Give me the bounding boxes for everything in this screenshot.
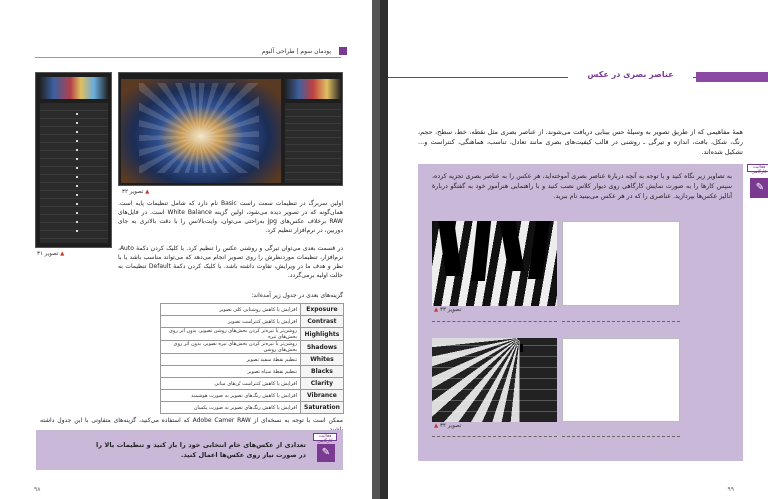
right-page-number: ۹۹ — [727, 486, 734, 493]
table-row — [161, 304, 344, 316]
table-row — [161, 378, 344, 390]
left-activity-box — [36, 430, 343, 470]
table-row — [161, 390, 344, 402]
table-row — [161, 328, 344, 341]
table-desc: روشن‌تر یا تیره‌تر کردن بخش‌های روشن تصویر، بدون اثر روی بخش‌های تیره — [161, 328, 301, 341]
table-key: Highlights — [301, 328, 344, 341]
figure-33-photo — [432, 221, 557, 306]
book-spine-shadow — [372, 0, 380, 499]
table-desc: تنظیم نقطۀ سفید تصویر — [161, 354, 301, 366]
right-activity-text: به تصاویر زیر نگاه کنید و با توجه به آنچه دربارهٔ عناصر بصری آموخته‌اید، هر عکس را به عناصر بصری تجزیه کرده، سپس کارها را به صورت نمایش کارگاهی روی دیوار کلاس نصب کنید و با راهنمایی هنرآموز خود به گفتگو دربارهٔ آنالیز عکس‌ها بپردازید. عناصری را که در هر عکس می‌بینید نام ببرید. — [432, 173, 732, 200]
table-row — [161, 402, 344, 414]
table-desc: افزایش یا کاهش رنگ‌های تصویر به صورت هوشمند — [161, 390, 301, 402]
figure-32-caption: ▲ تصویر ۳۲ — [122, 189, 150, 195]
answer-line-3 — [432, 436, 557, 437]
paragraph-1: اولین سربرگ در تنظیمات سمت راست Basic نام دارد که شامل تنظیمات پایه است. همان‌گونه که در تصویر دیده می‌شود، اولین گزینه White Balance است. در فایل‌های RAW برخلاف عکس‌های jpg به‌راحتی می‌توان، وایت‌بالانس را با دقت بالاتری به جای دوربین، در نرم‌افزار تنظیم کرد. — [118, 200, 343, 234]
right-activity-box — [418, 164, 767, 461]
left-activity-label: فعالیت کارگاهی — [313, 433, 337, 441]
answer-line-4 — [562, 436, 680, 437]
answer-frame-1 — [562, 221, 680, 306]
left-page-number: ۹۸ — [34, 486, 41, 493]
table-key: Whites — [301, 354, 344, 366]
table-desc: روشن‌تر یا تیره‌تر کردن بخش‌های تیره تصویر، بدون اثر روی بخش‌های روشن — [161, 341, 301, 354]
table-desc: تنظیم نقطۀ سیاه تصویر — [161, 366, 301, 378]
figure-34-photo — [432, 338, 557, 422]
section-title: عناصر بصری در عکس — [568, 70, 693, 79]
table-row — [161, 316, 344, 328]
table-key: Saturation — [301, 402, 344, 414]
table-row — [161, 354, 344, 366]
adjustments-table — [160, 303, 344, 414]
header-marker — [339, 47, 347, 55]
table-key: Blacks — [301, 366, 344, 378]
intro-paragraph: همهٔ مفاهیمی که از طریق تصویر به وسیلهٔ حس بینایی دریافت می‌شوند، از عناصر بصری مثل نقطه، خط، سطح، حجم، رنگ، شکل، بافت، اندازه و تیرگی ـ روشنی در قالب کیفیت‌های بصری مانند تعادل، تناسب، هماهنگی، کنتراست و... تشکیل شده‌اند. — [418, 128, 743, 156]
right-activity-label: فعالیت کارگاهی — [747, 164, 768, 172]
table-row — [161, 366, 344, 378]
left-page — [0, 0, 372, 499]
workshop-icon: ✎ — [317, 444, 335, 462]
table-key: Vibrance — [301, 390, 344, 402]
figure-34-caption: تصویر ۳۴ ▲ — [434, 423, 462, 429]
table-key: Clarity — [301, 378, 344, 390]
figure-32-screenshot — [118, 72, 343, 186]
table-key: Exposure — [301, 304, 344, 316]
paragraph-4: ممکن است با توجه به نسخه‌ای از Adobe Camer RAW که استفاده می‌کنید، گزینه‌های متفاوتی با این جدول داشته — [40, 417, 344, 424]
table-desc: افزایش یا کاهش کنتراست تصویر — [161, 316, 301, 328]
header-text: پودمان سوم | طراحی آلبوم — [262, 48, 331, 55]
table-desc: افزایش یا کاهش روشنایی کلی تصویر — [161, 304, 301, 316]
left-activity-text: تعدادی از عکس‌های خام انتخابی خود را باز کنید و تنظیمات بالا را در صورت نیاز روی عکس‌ها اعمال کنید. — [96, 441, 306, 459]
table-key: Contrast — [301, 316, 344, 328]
answer-frame-2 — [562, 338, 680, 422]
workshop-icon-right: ✎ — [750, 178, 768, 198]
table-row — [161, 341, 344, 354]
answer-line-2 — [562, 321, 680, 322]
figure-31-screenshot — [35, 72, 112, 248]
table-desc: افزایش یا کاهش رنگ‌های تصویر به صورت یکسان — [161, 402, 301, 414]
answer-line-1 — [432, 321, 557, 322]
right-page — [388, 0, 768, 499]
left-header — [35, 44, 341, 58]
figure-31-caption: ▲ تصویر ۳۱ — [37, 251, 65, 257]
figure-33-caption: تصویر ۳۳ ▲ — [434, 307, 462, 313]
table-key: Shadows — [301, 341, 344, 354]
paragraph-2: در قسمت بعدی می‌توان تیرگی و روشنی عکس را تنظیم کرد. با کلیک کردن دکمۀ Auto، نرم‌افزار، تنظیمات موردنظرش را روی تصویر انجام می‌دهد که می‌تواند مناسب باشد یا با نظر و هدف ما در ویرایش، تفاوت داشته باشد. با کلیک کردن دکمۀ Default تنظیمات به حالت اولیه برمی‌گردد. — [118, 245, 344, 279]
table-desc: افزایش یا کاهش کنتراست تُن‌های میانی — [161, 378, 301, 390]
paragraph-3: گزینه‌های بعدی در جدول زیر آمده‌اند: — [251, 292, 343, 299]
